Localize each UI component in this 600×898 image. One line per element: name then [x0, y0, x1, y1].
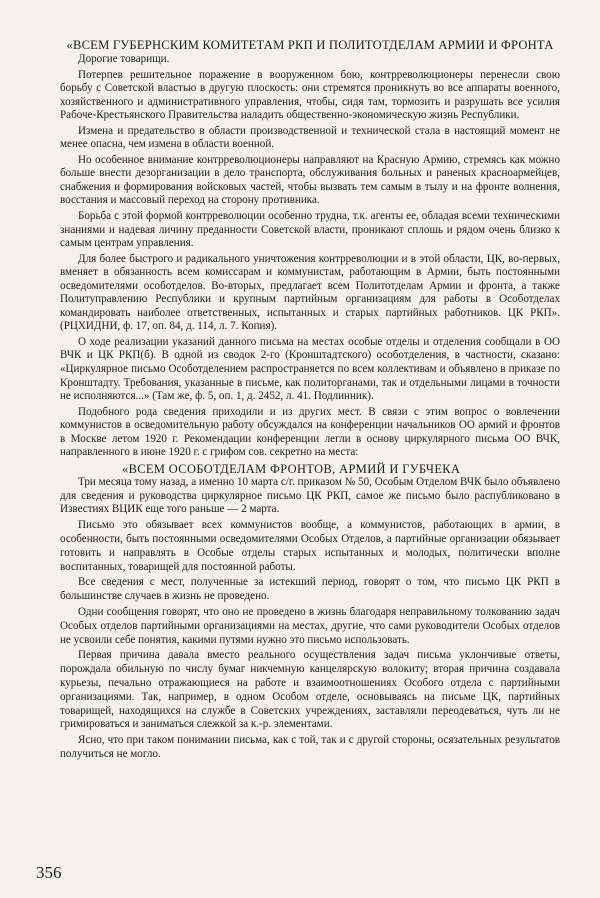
paragraph: Дорогие товарищи. [78, 53, 170, 65]
paragraph: Борьба с этой формой контрреволюции особенно трудна, т.к. агенты ее, обладая всеми техническими знаниями и надевая личину преданности Советской власти, проникают сплошь и рядом очень близко к самым центрам управления. [60, 210, 560, 250]
paragraph: Для более быстрого и радикального уничтожения контрреволюции и в этой области, ЦК, во-первых, вменяет в обязанность всем комиссарам и коммунистам, работающим в Армии, быть постоянными осведомителями особотделов. Во-вторых, предлагает всем Политотделам Армии и фронта, а также Политуправлению Республики и крупным партийным организациям для работы в Особотделах командировать наиболее ответственных, испытанных и старых партийных работников. ЦК РКП». (РЦХИДНИ, ф. 17, оп. 84, д. 114, л. 7. Копия). [60, 252, 560, 333]
paragraph: Одни сообщения говорят, что оно не проведено в жизнь благодаря неправильному толкованию задач Особых отделов партийными организациями на местах, другие, что сами руководители Особых отделов не усвоили себе понятия, какими путями нужно это письмо использовать. [60, 606, 560, 646]
page-number: 356 [36, 863, 62, 882]
letter-heading: «ВСЕМ ГУБЕРНСКИМ КОМИТЕТАМ РКП И ПОЛИТОТДЕЛАМ АРМИИ И ФРОНТА [66, 38, 554, 52]
paragraph: О ходе реализации указаний данного письма на местах особые отделы и отделения сообщали в ОО ВЧК и ЦК РКП(б). В одной из сводок 2-го (Кронштадтского) особотделения, в частности, сказано: «Циркулярное письмо Особотделением распространяется по всем коллективам и объявлено в приказе по Кронштадту. Требования, указанные в письме, как политорганами, так и отдельными лицами в точности не исполняются...» (Там же, ф. 5, оп. 1, д. 2452, л. 41. Подлинник). [60, 335, 560, 403]
paragraph: Измена и предательство в области производственной и технической стала в настоящий момент не менее опасна, чем измена в области военной. [60, 124, 560, 151]
body-section-1 [60, 53, 560, 460]
body-section-2 [60, 476, 560, 762]
paragraph: Первая причина давала вместо реального осуществления задач письма уклончивые ответы, порождала обильную по числу бумаг никчемную канцелярскую волокиту; вторая причина создавала курьезы, печально отражающиеся на работе и взаимоотношениях Особого отдела с партийными организациями. Так, например, в одном Особом отделе, основываясь на письме ЦК, партийных товарищей, находящихся на службе в Советских учреждениях, заставляли переодеваться, чуть ли не гримироваться и заниматься слежкой за к.-р. элементами. [60, 649, 560, 731]
paragraph: Но особенное внимание контрреволюционеры направляют на Красную Армию, стремясь как можно больше внести дезорганизации в дело транспорта, обслуживания больных и раненых красноармейцев, снабжения и формирования войсковых частей, чтобы вызвать тем самым в тылу и на фронте волнения, восстания и массовый переход на сторону противника. [60, 153, 560, 207]
circular-heading: «ВСЕМ ОСОБОТДЕЛАМ ФРОНТОВ, АРМИЙ И ГУБЧЕКА [122, 461, 461, 476]
paragraph: Ясно, что при таком понимании письма, как с той, так и с другой стороны, осязательных результатов получиться не могло. [60, 734, 560, 760]
paragraph: Подобного рода сведения приходили и из других мест. В связи с этим вопрос о вовлечении коммунистов в осведомительную работу обсуждался на конференции начальников ОО армий и фронтов в Москве летом 1920 г. Рекомендации конференции легли в основу циркулярного письма ОО ВЧК, направленного в июне 1920 г. с грифом сов. секретно на места: [60, 405, 560, 459]
paragraph: Потерпев решительное поражение в вооруженном бою, контрреволюционеры перенесли свою борьбу с Советской властью в другую плоскость: они стремятся проникнуть во все аппараты военного, хозяйственного и административного управления, чтобы, сидя там, тормозить и разрушать все усилия Рабоче-Крестьянского Правительства наладить общественно-экономическую жизнь Республики. [60, 68, 560, 122]
paragraph: Три месяца тому назад, а именно 10 марта с/г. приказом № 50, Особым Отделом ВЧК было объявлено для сведения и руководства циркулярное письмо ЦК РКП, самое же письмо было распубликовано в Известиях ВЦИК еще того раньше — 2 марта. [60, 475, 560, 516]
paragraph: Письмо это обязывает всех коммунистов вообще, а коммунистов, работающих в армии, в особенности, быть постоянными осведомителями Особых Отделов, а партийные организации обязывает готовить и направлять в Особые отделы старых испытанных и молодых, политически вполне воспитанных, товарищей для постоянной работы. [60, 519, 560, 573]
paragraph: Все сведения с мест, полученные за истекший период, говорят о том, что письмо ЦК РКП в большинстве случаев в жизнь не проведено. [60, 576, 560, 603]
